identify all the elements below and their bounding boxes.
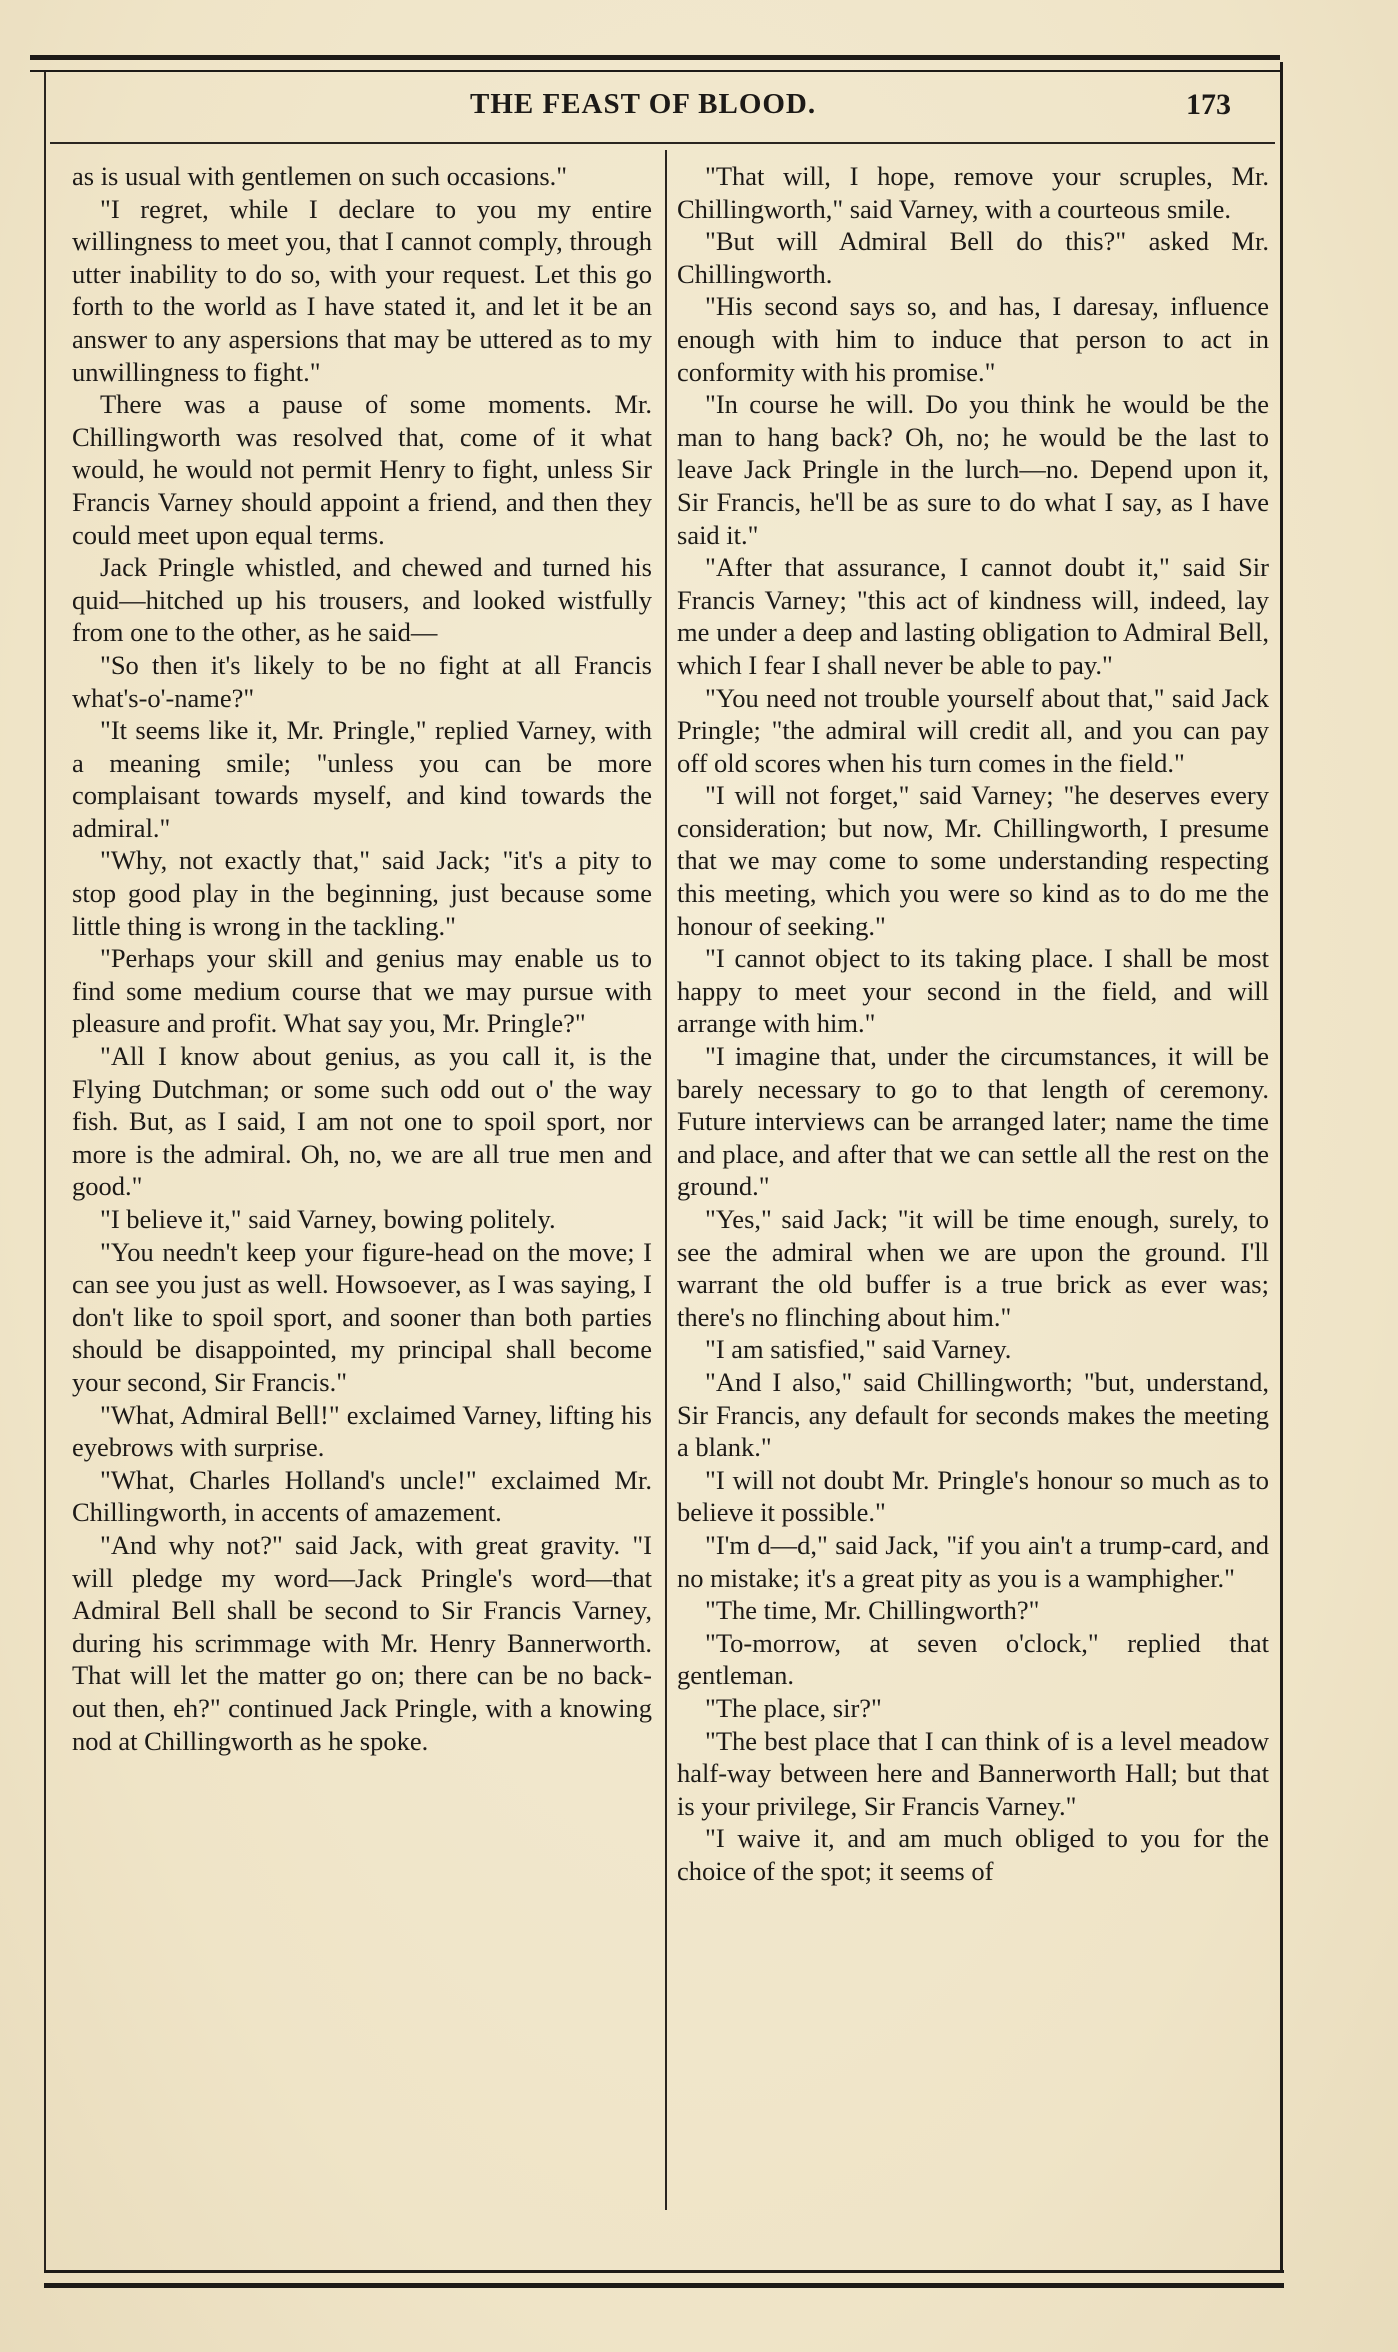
paragraph: "Why, not exactly that," said Jack; "it's a pity to stop good play in the beginning, just because some little thing is wrong in the tackling." xyxy=(72,845,652,941)
running-title: THE FEAST OF BLOOD. xyxy=(470,88,817,120)
right-column xyxy=(677,160,1269,1887)
paragraph: "I imagine that, under the circumstances, it will be barely necessary to go to that length of ceremony. Future interviews can be arranged later; name the time and place, and after that we can settle all the rest on the ground." xyxy=(677,1041,1269,1202)
paragraph: "The place, sir?" xyxy=(705,1692,882,1723)
paragraph: "Perhaps your skill and genius may enable us to find some medium course that we may pursue with pleasure and profit. What say you, Mr. Pringle?" xyxy=(72,943,652,1039)
paragraph: "What, Charles Holland's uncle!" exclaimed Mr. Chillingworth, in accents of amazement. xyxy=(72,1464,652,1528)
paragraph: "In course he will. Do you think he would be the man to hang back? Oh, no; he would be the last to leave Jack Pringle in the lurch—no. Depend upon it, Sir Francis, he'll be as sure to do what I say, as I have said it." xyxy=(677,389,1269,550)
right-border-line xyxy=(1280,62,1283,2272)
paragraph: "I waive it, and am much obliged to you for the choice of the spot; it seems of xyxy=(677,1823,1269,1886)
paragraph: "All I know about genius, as you call it, is the Flying Dutchman; or some such odd out o' the way fish. But, as I said, I am not one to spoil sport, nor more is the admiral. Oh, no, we are all true men and good." xyxy=(72,1041,652,1202)
left-column xyxy=(72,160,652,1757)
column-divider xyxy=(665,150,667,2210)
paragraph: "I cannot object to its taking place. I shall be most happy to meet your second in the field, and will arrange with him." xyxy=(677,943,1269,1039)
top-ornamental-rule xyxy=(30,55,1280,72)
paragraph: "And why not?" said Jack, with great gravity. "I will pledge my word—Jack Pringle's word—that Admiral Bell shall be second to Sir Francis Varney, during his scrimmage with Mr. Henry Bannerworth. That will let the matter go on; there can be no back-out then, eh?" continued Jack Pringle, with a knowing nod at Chillingworth as he spoke. xyxy=(72,1529,652,1756)
paragraph: "It seems like it, Mr. Pringle," replied Varney, with a meaning smile; "unless you can be more complaisant towards myself, and kind towards the admiral." xyxy=(72,715,652,843)
paragraph: "His second says so, and has, I daresay, influence enough with him to induce that person to act in conformity with his promise." xyxy=(677,291,1269,387)
paragraph: "I am satisfied," said Varney. xyxy=(705,1334,1012,1365)
paragraph: "The time, Mr. Chillingworth?" xyxy=(705,1595,1040,1626)
paragraph: Jack Pringle whistled, and chewed and turned his quid—hitched up his trousers, and looked wistfully from one to the other, as he said— xyxy=(72,552,652,648)
paragraph: "I will not doubt Mr. Pringle's honour so much as to believe it possible." xyxy=(677,1464,1269,1528)
paragraph: "That will, I hope, remove your scruples, Mr. Chillingworth," said Varney, with a courteous smile. xyxy=(677,161,1269,224)
paragraph: "I believe it," said Varney, bowing politely. xyxy=(100,1204,556,1234)
paragraph: "I regret, while I declare to you my entire willingness to meet you, that I cannot comply, through utter inability to do so, with your request. Let this go forth to the world as I have stated it, and let it be an answer to any aspersions that may be uttered as to my unwillingness to fight." xyxy=(72,193,652,387)
paragraph: as is usual with gentlemen on such occasions." xyxy=(72,161,568,191)
paragraph: "And I also," said Chillingworth; "but, understand, Sir Francis, any default for seconds makes the meeting a blank." xyxy=(677,1366,1269,1463)
paragraph: "I will not forget," said Varney; "he deserves every consideration; but now, Mr. Chillingworth, I presume that we may come to some understanding respecting this meeting, which you were so kind as to do me the honour of seeking." xyxy=(677,780,1269,941)
page-number: 173 xyxy=(1186,88,1231,121)
paragraph: "What, Admiral Bell!" exclaimed Varney, lifting his eyebrows with surprise. xyxy=(72,1399,652,1463)
bottom-ornamental-rule xyxy=(44,2270,1284,2288)
paragraph: "After that assurance, I cannot doubt it," said Sir Francis Varney; "this act of kindness will, indeed, lay me under a deep and lasting obligation to Admiral Bell, which I fear I shall never be able to pay." xyxy=(677,552,1269,680)
paragraph: "I'm d—d," said Jack, "if you ain't a trump-card, and no mistake; it's a great pity as you is a wamphigher." xyxy=(677,1529,1269,1593)
paragraph: "But will Admiral Bell do this?" asked Mr. Chillingworth. xyxy=(677,226,1269,289)
paragraph: "You need not trouble yourself about that," said Jack Pringle; "the admiral will credit all, and you can pay off old scores when his turn comes in the field." xyxy=(677,682,1269,778)
paragraph: "You needn't keep your figure-head on the move; I can see you just as well. Howsoever, as I was saying, I don't like to spoil sport, and sooner than both parties should be disappointed, my principal shall become your second, Sir Francis." xyxy=(72,1236,652,1397)
paragraph: There was a pause of some moments. Mr. Chillingworth was resolved that, come of it what would, he would not permit Henry to fight, unless Sir Francis Varney should appoint a friend, and then they could meet upon equal terms. xyxy=(72,389,652,550)
paragraph: "The best place that I can think of is a level meadow half-way between here and Bannerworth Hall; but that is your privilege, Sir Francis Varney." xyxy=(677,1725,1269,1821)
paragraph: "So then it's likely to be no fight at all Francis what's-o'-name?" xyxy=(72,649,652,713)
left-border-line xyxy=(44,72,46,2272)
paragraph: "To-morrow, at seven o'clock," replied that gentleman. xyxy=(677,1627,1269,1691)
paragraph: "Yes," said Jack; "it will be time enough, surely, to see the admiral when we are upon the ground. I'll warrant the old buffer is a true brick as ever was; there's no flinching about him." xyxy=(677,1204,1269,1332)
header-rule xyxy=(50,142,1275,144)
